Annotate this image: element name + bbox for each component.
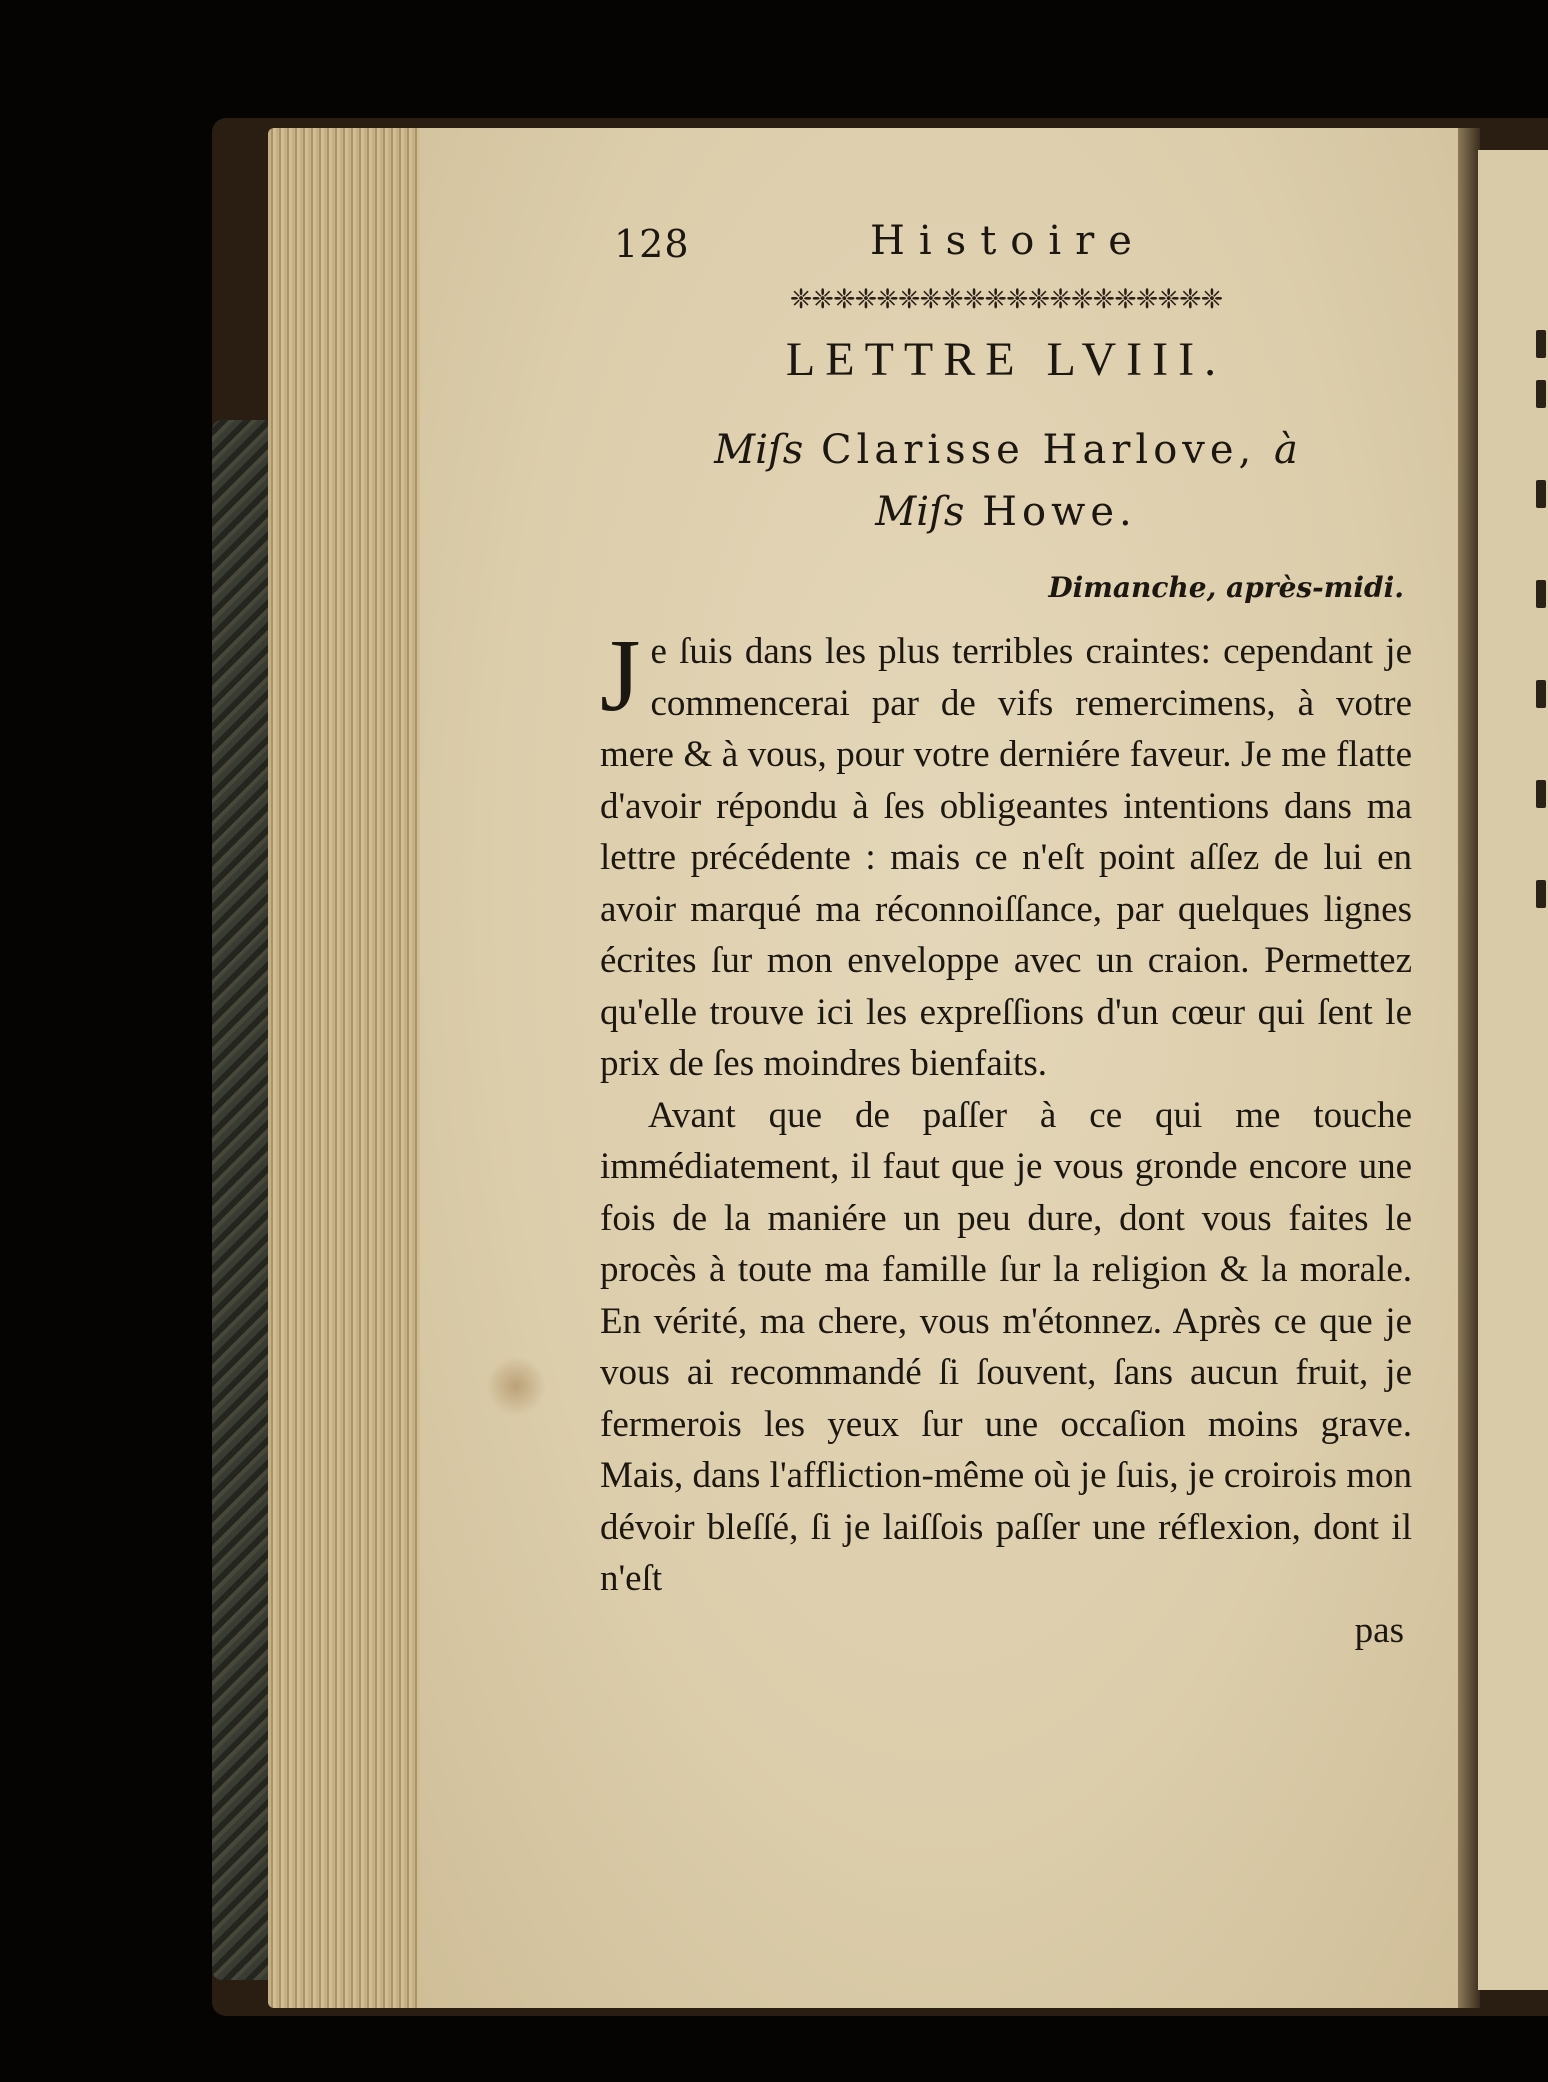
letter-address bbox=[600, 419, 1412, 543]
letter-body bbox=[600, 618, 1412, 1605]
dateline: Dimanche, après-midi. bbox=[1048, 571, 1404, 604]
right-page-edge bbox=[1478, 150, 1548, 1990]
text-fragment bbox=[1536, 680, 1546, 708]
foxing-stain bbox=[486, 1356, 546, 1416]
running-head: Histoire bbox=[870, 218, 1146, 264]
paragraph-1 bbox=[600, 618, 1412, 1090]
letter-title: LETTRE LVIII. bbox=[785, 333, 1227, 386]
marbled-cover-edge bbox=[212, 420, 272, 1980]
page-number: 128 bbox=[614, 222, 690, 266]
paragraph-2: Avant que de paſſer à ce qui me touche immédiatement, il faut que je vous gronde encore une fois de la maniére un peu dure, dont vous faites le procès à toute ma famille ſur la religion & la morale. En vérité, ma chere, vous m'étonnez. Après ce que je vous ai recommandé ſi ſouvent, ſans aucun fruit, je fermerois les yeux ſur une occaſion moins grave. Mais, dans l'affliction-même où je ſuis, je croirois mon dévoir bleſſé, ſi je laiſſois paſſer une réflexion, dont il n'eſt bbox=[600, 1094, 1412, 1599]
address-prefix: Miſs bbox=[714, 427, 804, 473]
address-recipient: Howe. bbox=[982, 489, 1137, 535]
address-prefix-2: Miſs bbox=[875, 489, 965, 535]
paragraph-1-text: e ſuis dans les plus terribles craintes: cependant je commencerai par de vifs remercimens, à votre mere & à vous, pour votre derniére faveur. Je me flatte d'avoir répondu à ſes obligeantes intentions dans ma lettre précédente : mais ce n'eſt point aſſez de lui en avoir marqué ma réconnoiſſance, par quelques lignes écrites ſur mon enveloppe avec un craion. Permettez qu'elle trouve ici les expreſſions d'un cœur qui ſent le prix de ſes moindres bienfaits. bbox=[600, 631, 1412, 1084]
address-to: à bbox=[1273, 427, 1298, 473]
address-sender: Clarisse Harlove, bbox=[820, 427, 1257, 473]
text-fragment bbox=[1536, 380, 1546, 408]
page-edges bbox=[268, 128, 428, 2008]
page-content bbox=[600, 200, 1412, 1656]
text-fragment bbox=[1536, 780, 1546, 808]
text-fragment bbox=[1536, 880, 1546, 908]
catchword: pas bbox=[1354, 1609, 1404, 1651]
book-gutter bbox=[1458, 128, 1480, 2008]
drop-cap: J bbox=[600, 618, 641, 733]
ornamental-rule: ❈❈❈❈❈❈❈❈❈❈❈❈❈❈❈❈❈❈❈❈ bbox=[789, 284, 1223, 315]
text-fragment bbox=[1536, 480, 1546, 508]
text-fragment bbox=[1536, 330, 1546, 358]
page-header bbox=[600, 200, 1412, 270]
text-fragment bbox=[1536, 580, 1546, 608]
